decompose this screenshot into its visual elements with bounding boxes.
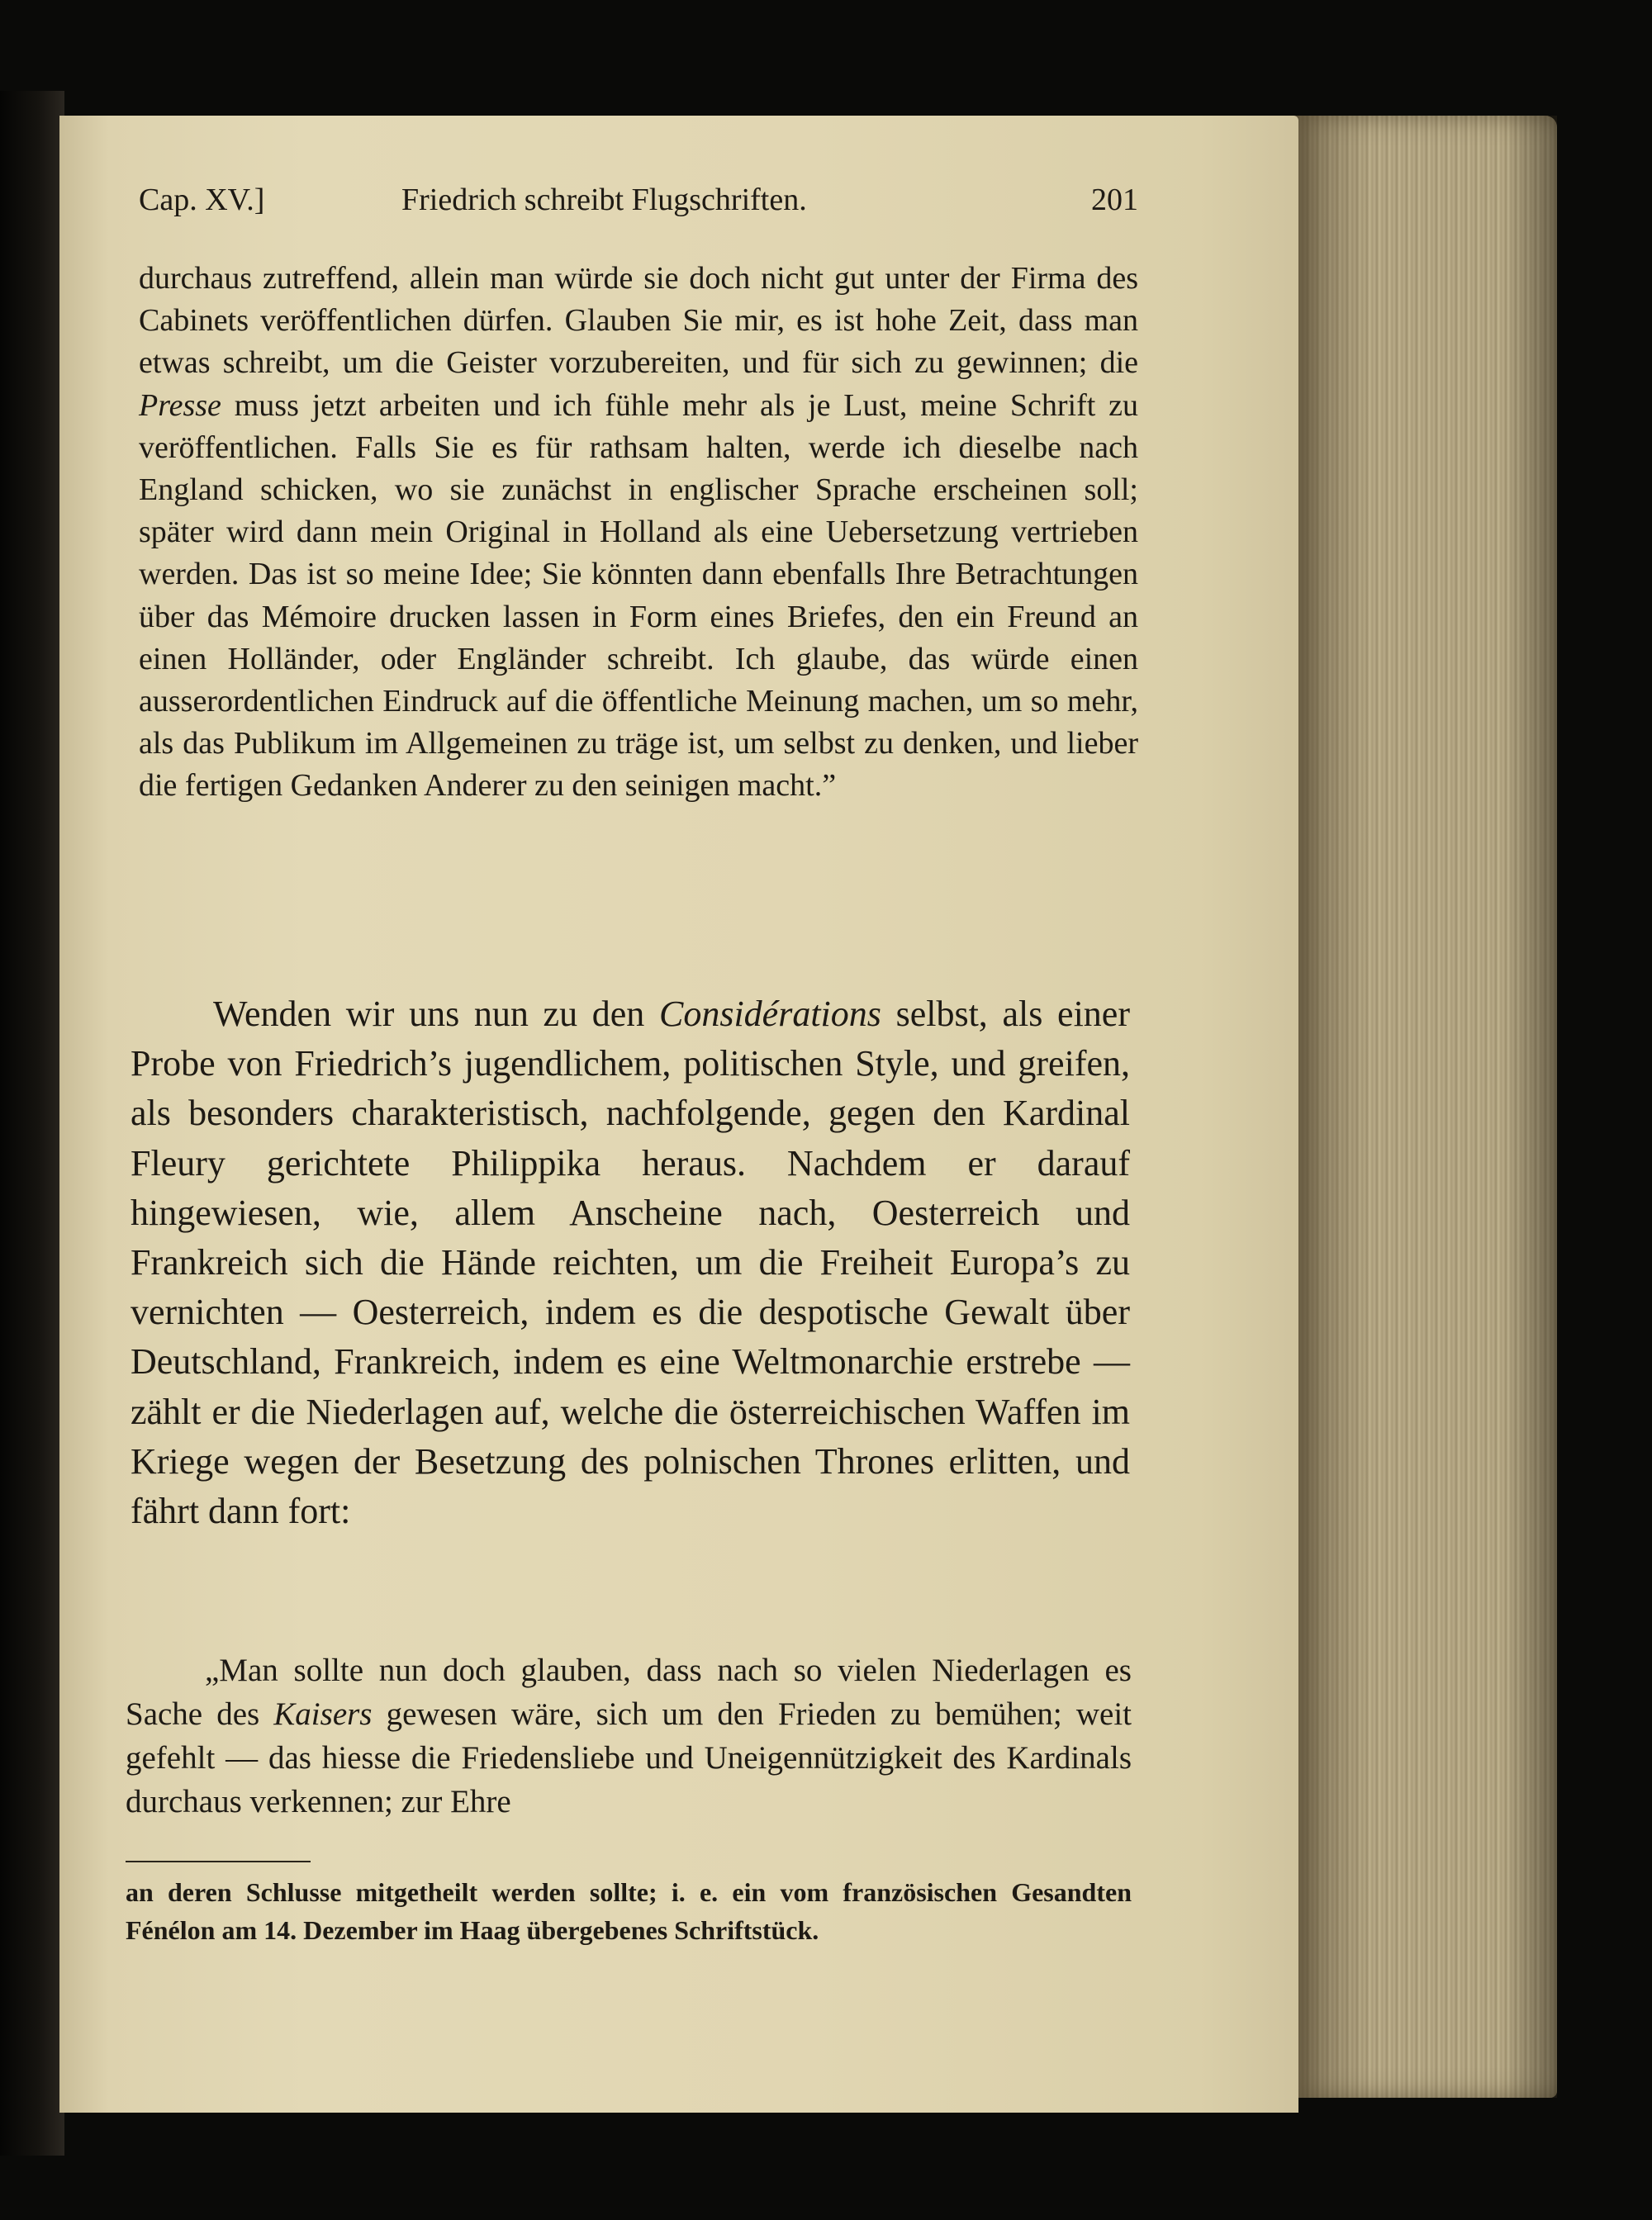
main-paragraph-block (131, 989, 1130, 1536)
footnote-block (126, 1873, 1132, 1949)
book-binding (0, 91, 64, 2156)
letter-quote-block (139, 258, 1138, 808)
main-text-part1: Wenden wir uns nun zu den (213, 994, 659, 1034)
letter-paragraph (139, 258, 1138, 808)
quote-text-part1: „Man sollte nun doch glauben, dass nach so vielen Niederlagen es Sache des (126, 1653, 1132, 1732)
quotation-block (126, 1648, 1132, 1824)
footnote-rule (126, 1861, 311, 1862)
main-paragraph (131, 989, 1130, 1536)
letter-text-part2: muss jetzt arbeiten und ich fühle mehr als je Lust, meine Schrift zu veröffentlichen. Falls Sie es für rathsam halten, werde ich dieselbe nach England schicken, wo sie zunächst in englischer Sprache erscheinen soll; später wird dann mein Original in Holland als eine Uebersetzung vertrieben werden. Das ist so meine Idee; Sie könnten dann ebenfalls Ihre Betrachtungen über das Mémoire drucken lassen in Form eines Briefes, den ein Freund an einen Holländer, oder Engländer schreibt. Ich glaube, das würde einen ausserordentlichen Eindruck auf die öffentliche Meinung machen, um so mehr, als das Publikum im Allgemeinen zu träge ist, um selbst zu denken, und lieber die fertigen Gedanken Anderer zu den seinigen macht.” (139, 387, 1138, 804)
quote-italic-kaisers: Kaisers (273, 1696, 373, 1732)
letter-text-part1: durchaus zutreffend, allein man würde sie doch nicht gut unter der Firma des Cabinets veröffentlichen dürfen. Glauben Sie mir, es ist hohe Zeit, dass man etwas schreibt, um die Geister vorzubereiten, und für sich zu gewinnen; die (139, 261, 1138, 381)
main-italic-considerations: Considérations (658, 994, 881, 1034)
quotation-paragraph (126, 1648, 1132, 1824)
running-header (139, 182, 1138, 231)
chapter-label: Cap. XV.] (139, 183, 265, 217)
letter-italic-presse: Presse (139, 387, 221, 423)
main-text-part2: selbst, als einer Probe von Friedrich’s jugendlichem, politischen Style, und greifen, als besonders charakteristisch, nachfolgende, gegen den Kardinal Fleury gerichtete Philippika heraus. Nachdem er darauf hingewiesen, wie, allem Anscheine nach, Oesterreich und Frankreich sich die Hände reichten, um die Freiheit Europa’s zu vernichten — Oesterreich, indem es die despotische Gewalt über Deutschland, Frankreich, indem es eine Weltmonarchie erstrebe — zählt er die Niederlagen auf, welche die österreichischen Waffen im Kriege wegen der Besetzung des polnischen Thrones erlitten, und fährt dann fort: (131, 994, 1130, 1532)
running-title: Friedrich schreibt Flugschriften. (401, 183, 807, 217)
page-number: 201 (1091, 183, 1138, 217)
quote-text-part2: gewesen wäre, sich um den Frieden zu bemühen; weit gefehlt — das hiesse die Friedensliebe und Uneigennützigkeit des Kardinals durchaus verkennen; zur Ehre (126, 1696, 1132, 1819)
page-stack-shade (1293, 116, 1557, 2098)
footnote-text: an deren Schlusse mitgetheilt werden sollte; i. e. ein vom französischen Gesandten Fénélon am 14. Dezember im Haag übergebenes Schriftstück. (126, 1877, 1132, 1945)
